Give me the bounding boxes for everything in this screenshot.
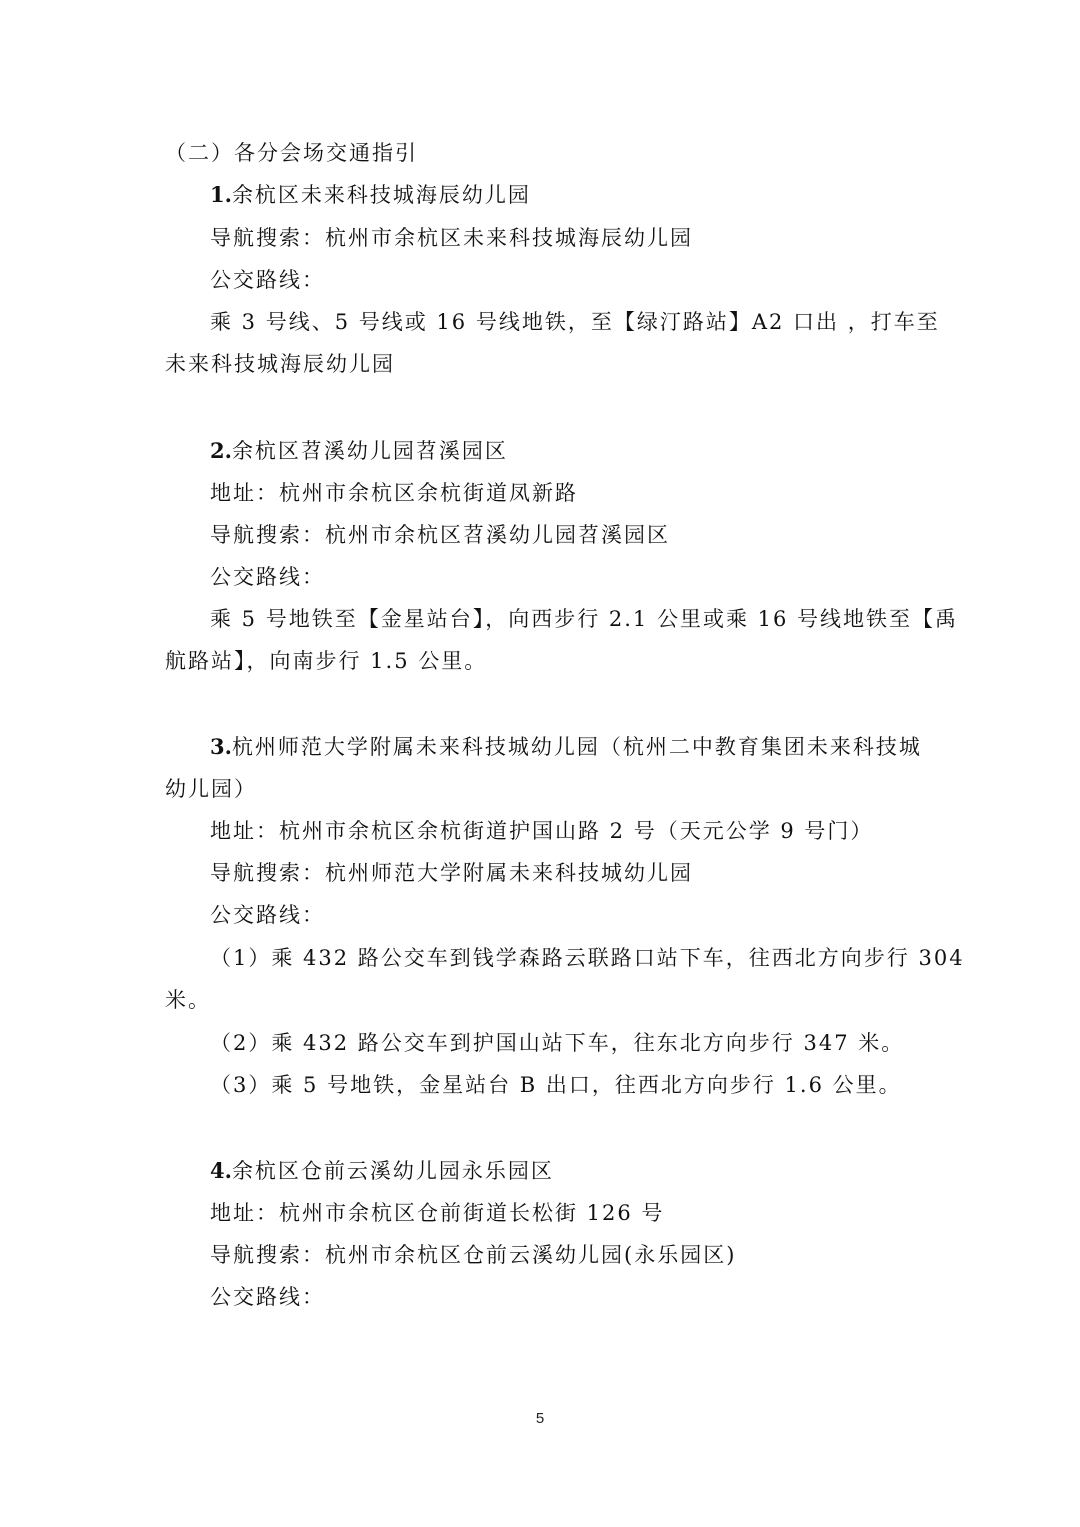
venue-2-heading: [210, 436, 508, 466]
venue-2-route-line2: 航路站】，向南步行 1.5 公里。: [165, 649, 488, 673]
venue-1-route-line2: 未来科技城海辰幼儿园: [165, 352, 395, 376]
venue-2-number: 2.: [210, 438, 232, 463]
venue-2-address: 地址：杭州市余杭区余杭街道凤新路: [210, 481, 578, 505]
venue-1-heading: [210, 180, 531, 210]
venue-4-title: 余杭区仓前云溪幼儿园永乐园区: [231, 1159, 554, 1183]
venue-3-route1-line2: 米。: [165, 988, 211, 1012]
venue-3-heading: [210, 732, 922, 762]
venue-4-number: 4.: [210, 1158, 232, 1183]
venue-3-bus-label: 公交路线：: [210, 903, 325, 927]
section-heading: （二）各分会场交通指引: [165, 141, 418, 165]
page-number: 5: [535, 1410, 545, 1427]
venue-3-number: 3.: [210, 734, 232, 759]
venue-1-title: 余杭区未来科技城海辰幼儿园: [231, 183, 531, 207]
venue-3-route2: （2）乘 432 路公交车到护国山站下车，往东北方向步行 347 米。: [210, 1031, 905, 1055]
venue-1-number: 1.: [210, 182, 232, 207]
venue-4-heading: [210, 1156, 554, 1186]
venue-1-route-line1: 乘 3 号线、5 号线或 16 号线地铁，至【绿汀路站】A2 口出 ，打车至: [210, 310, 940, 334]
venue-3-route3: （3）乘 5 号地铁，金星站台 B 出口，往西北方向步行 1.6 公里。: [210, 1073, 902, 1097]
venue-2-nav: 导航搜索：杭州市余杭区苕溪幼儿园苕溪园区: [210, 523, 670, 547]
venue-1-bus-label: 公交路线：: [210, 268, 325, 292]
venue-4-nav: 导航搜索：杭州市余杭区仓前云溪幼儿园(永乐园区): [210, 1243, 737, 1267]
venue-2-title: 余杭区苕溪幼儿园苕溪园区: [231, 439, 508, 463]
venue-3-title-line2: 幼儿园）: [165, 777, 257, 801]
venue-1-nav: 导航搜索：杭州市余杭区未来科技城海辰幼儿园: [210, 226, 693, 250]
venue-3-nav: 导航搜索：杭州师范大学附属未来科技城幼儿园: [210, 861, 693, 885]
venue-3-route1-line1: （1）乘 432 路公交车到钱学森路云联路口站下车，往西北方向步行 304: [210, 946, 965, 970]
venue-2-bus-label: 公交路线：: [210, 565, 325, 589]
venue-2-route-line1: 乘 5 号地铁至【金星站台】，向西步行 2.1 公里或乘 16 号线地铁至【禹: [210, 607, 959, 631]
venue-4-address: 地址：杭州市余杭区仓前街道长松街 126 号: [210, 1201, 665, 1225]
venue-4-bus-label: 公交路线：: [210, 1285, 325, 1309]
venue-3-address: 地址：杭州市余杭区余杭街道护国山路 2 号（天元公学 9 号门）: [210, 819, 874, 843]
venue-3-title-line1: 杭州师范大学附属未来科技城幼儿园（杭州二中教育集团未来科技城: [231, 735, 922, 759]
